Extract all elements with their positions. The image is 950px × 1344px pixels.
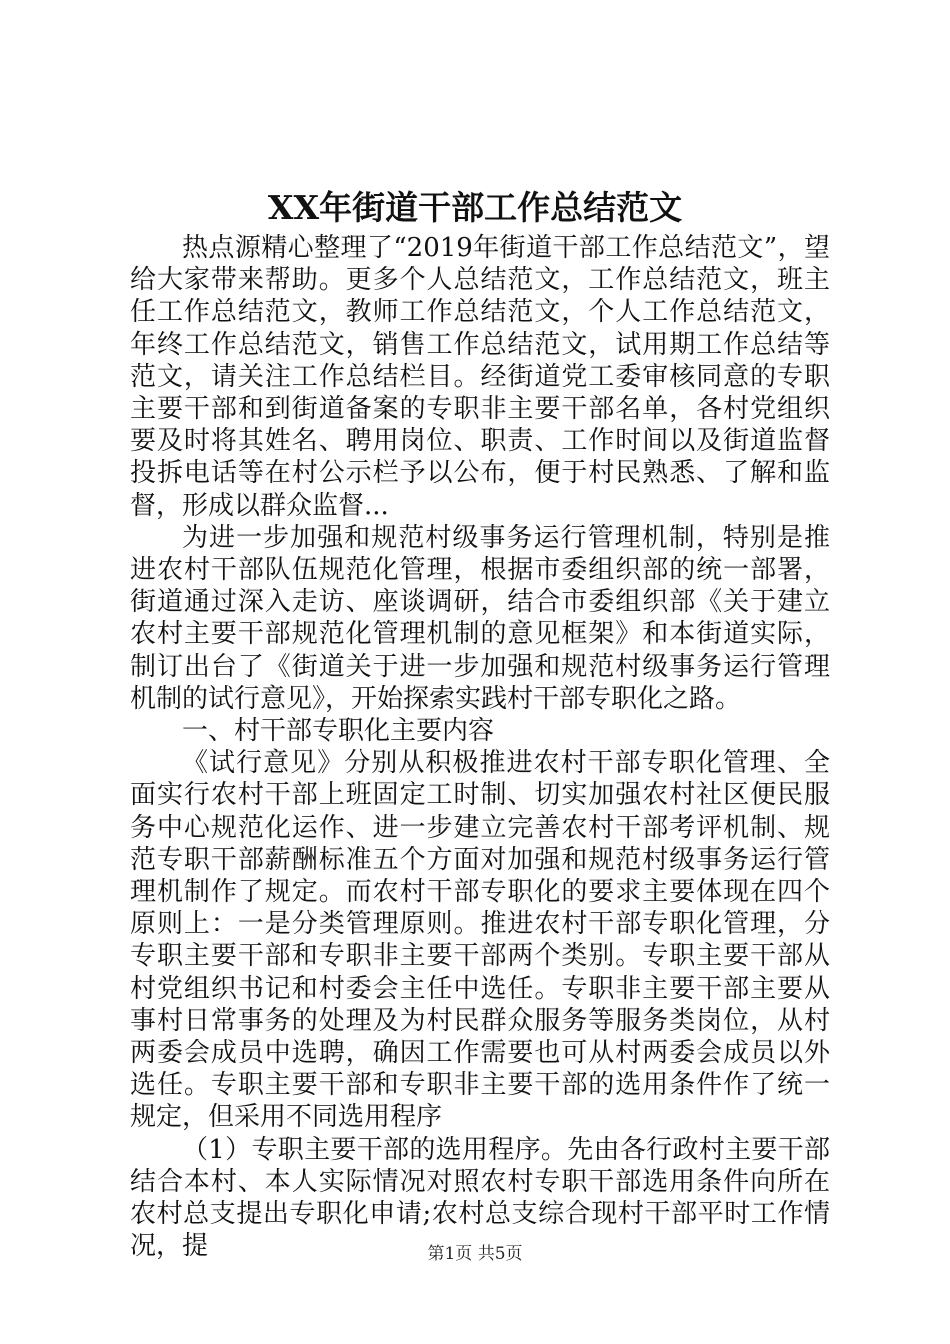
policy-paragraph: 《试行意见》分别从积极推进农村干部专职化管理、全面实行农村干部上班固定工时制、切实加强农村社区便民服务中心规范化运作、进一步建立完善农村干部考评机制、规范专职干部薪酬标准五个方面对加强和规范村级事务运行管理机制作了规定。而农村干部专职化的要求主要体现在四个原则上：一是分类管理原则。推进农村干部专职化管理，分专职主要干部和专职非主要干部两个类别。专职主要干部从村党组织书记和村委会主任中选任。专职非主要干部主要从事村日常事务的处理及为村民群众服务等服务类岗位，从村两委会成员中选聘，确因工作需要也可从村两委会成员以外选任。专职主要干部和专职非主要干部的选用条件作了统一规定，但采用不同选用程序 bbox=[130, 748, 830, 1133]
page-number: 第1页 共5页 bbox=[427, 1244, 523, 1264]
document-body bbox=[130, 232, 830, 1263]
intro-paragraph: 热点源精心整理了“2019年街道干部工作总结范文”，望给大家带来帮助。更多个人总结范文，工作总结范文，班主任工作总结范文，教师工作总结范文，个人工作总结范文，年终工作总结范文，销售工作总结范文，试用期工作总结等范文，请关注工作总结栏目。经街道党工委审核同意的专职主要干部和到街道备案的专职非主要干部名单，各村党组织要及时将其姓名、聘用岗位、职责、工作时间以及街道监督投拆电话等在村公示栏予以公布，便于村民熟悉、了解和监督，形成以群众监督... bbox=[130, 233, 830, 521]
section-heading: 一、村干部专职化主要内容 bbox=[182, 716, 495, 747]
document-title: XX年街道干部工作总结范文 bbox=[267, 188, 683, 227]
background-paragraph: 为进一步加强和规范村级事务运行管理机制，特别是推进农村干部队伍规范化管理，根据市委组织部的统一部署，街道通过深入走访、座谈调研，结合市委组织部《关于建立农村主要干部规范化管理机制的意见框架》和本街道实际，制订出台了《街道关于进一步加强和规范村级事务运行管理机制的试行意见》，开始探索实践村干部专职化之路。 bbox=[130, 522, 830, 714]
procedure-paragraph: （1）专职主要干部的选用程序。先由各行政村主要干部结合本村、本人实际情况对照农村专职干部选用条件向所在农村总支提出专职化申请;农村总支综合现村干部平时工作情况，提 bbox=[130, 1134, 830, 1262]
